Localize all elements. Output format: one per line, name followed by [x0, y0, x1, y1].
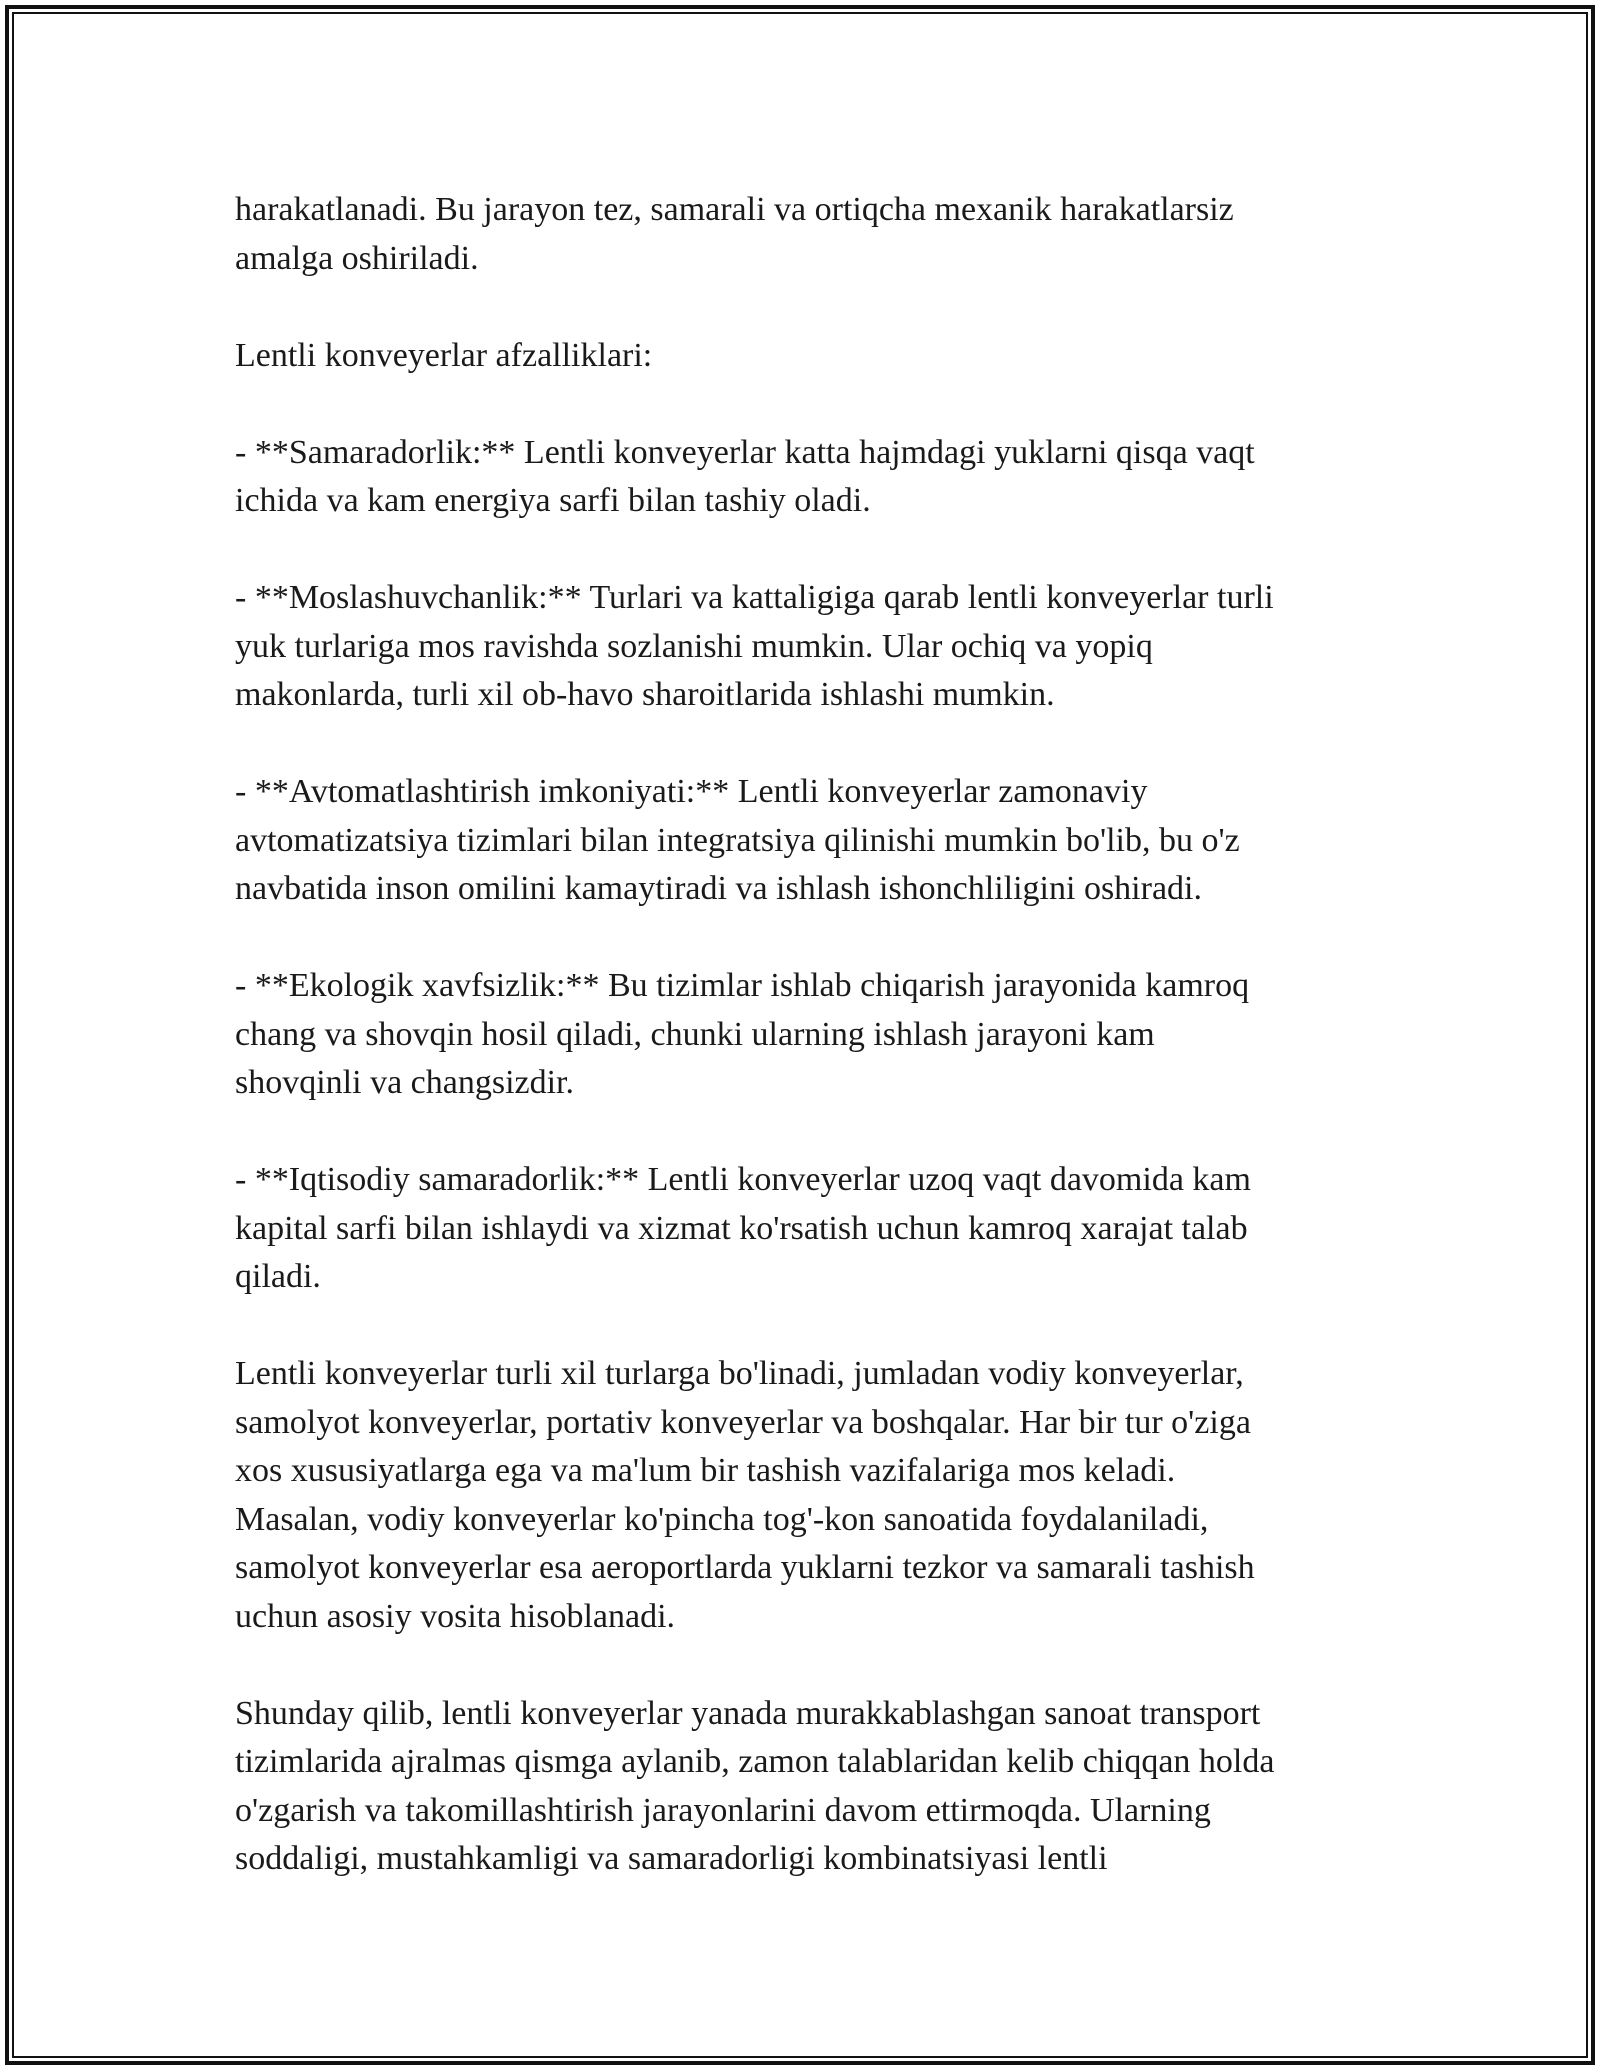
- list-item-economic-efficiency: - **Iqtisodiy samaradorlik:** Lentli konveyerlar uzoq vaqt davomida kam kapital sarfi bilan ishlaydi va xizmat ko'rsatish uchun kamroq xarajat talab qiladi.: [235, 1161, 1251, 1295]
- list-item-efficiency: - **Samaradorlik:** Lentli konveyerlar katta hajmdagi yuklarni qisqa vaqt ichida va kam energiya sarfi bilan tashiy oladi.: [235, 433, 1255, 519]
- paragraph-conveyor-types: Lentli konveyerlar turli xil turlarga bo'linadi, jumladan vodiy konveyerlar, samolyot konveyerlar, portativ konveyerlar va boshqalar. Har bir tur o'ziga xos xususiyatlarga ega va ma'lum bir tashish vazifalariga mos keladi. Masalan, vodiy konveyerlar ko'pincha tog'-kon sanoatida foydalaniladi, samolyot konveyerlar esa aeroportlarda yuklarni tezkor va samarali tashish uchun asosiy vosita hisoblanadi.: [235, 1355, 1255, 1635]
- paragraph-conclusion: Shunday qilib, lentli konveyerlar yanada murakkablashgan sanoat transport tizimlarida ajralmas qismga aylanib, zamon talablaridan kelib chiqqan holda o'zgarish va takomillashtirish jarayonlarini davom ettirmoqda. Ularning soddaligi, mustahkamligi va samaradorligi kombinatsiyasi lentli: [235, 1694, 1275, 1877]
- list-item-automation: - **Avtomatlashtirish imkoniyati:** Lentli konveyerlar zamonaviy avtomatizatsiya tizimlari bilan integratsiya qilinishi mumkin bo'lib, bu o'z navbatida inson omilini kamaytiradi va ishlash ishonchliligini oshiradi.: [235, 773, 1240, 907]
- paragraph-advantages-heading: Lentli konveyerlar afzalliklari:: [235, 336, 653, 374]
- list-item-ecological-safety: - **Ekologik xavfsizlik:** Bu tizimlar ishlab chiqarish jarayonida kamroq chang va shovqin hosil qiladi, chunki ularning ishlash jarayoni kam shovqinli va changsizdir.: [235, 967, 1250, 1101]
- document-body: [235, 186, 1375, 1884]
- paragraph-continuation: harakatlanadi. Bu jarayon tez, samarali va ortiqcha mexanik harakatlarsiz amalga oshiriladi.: [235, 191, 1234, 277]
- list-item-flexibility: - **Moslashuvchanlik:** Turlari va kattaligiga qarab lentli konveyerlar turli yuk turlariga mos ravishda sozlanishi mumkin. Ular ochiq va yopiq makonlarda, turli xil ob-havo sharoitlarida ishlashi mumkin.: [235, 579, 1274, 713]
